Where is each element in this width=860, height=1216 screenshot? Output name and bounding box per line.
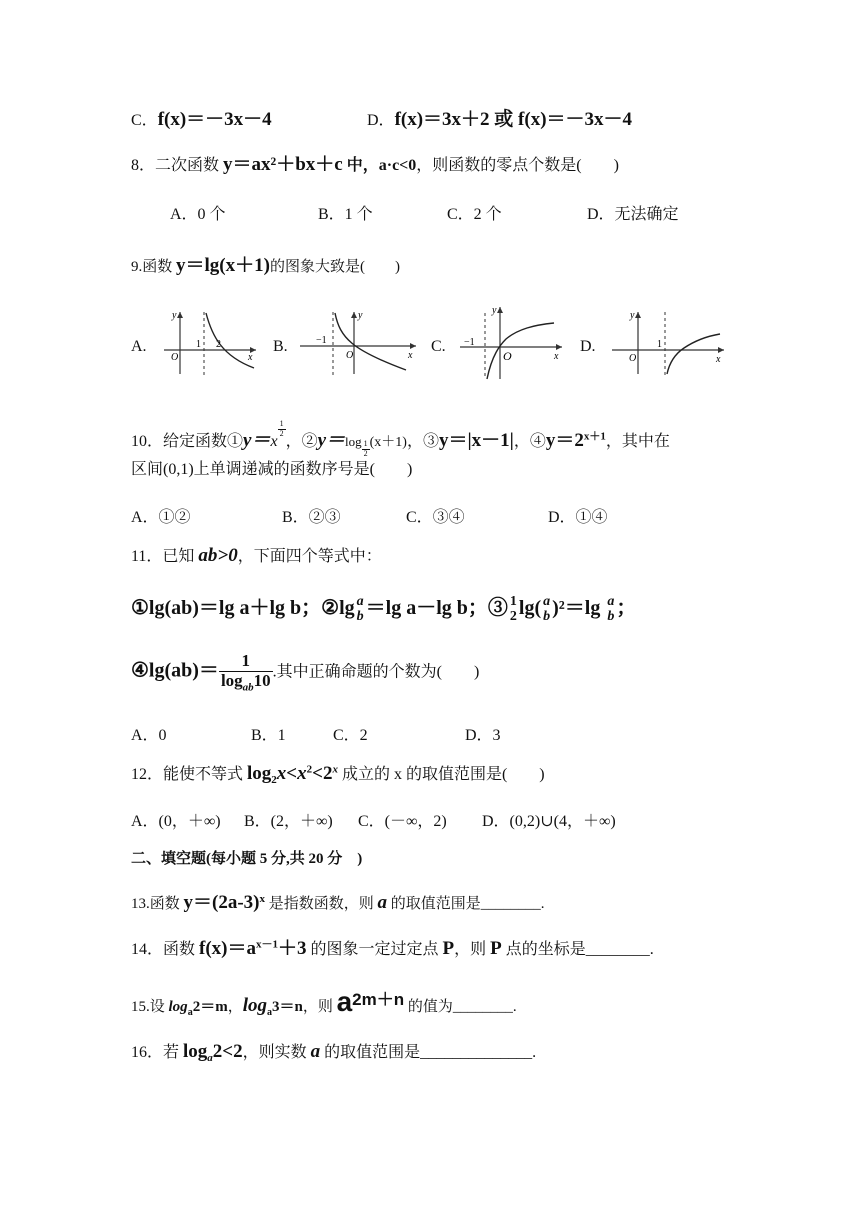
svg-text:−1: −1	[464, 337, 475, 348]
svg-text:O: O	[503, 349, 512, 363]
q11-option-d: D．3	[465, 727, 501, 744]
q9-stem: 9.函数 y＝lg(x＋1)的图象大致是( )	[131, 255, 400, 276]
q9-graph-c	[456, 303, 566, 381]
q8-option-c: C．2 个	[447, 206, 502, 223]
q10-option-b: B．②③	[282, 509, 341, 526]
q10-option-c: C．③④	[406, 509, 465, 526]
svg-text:x: x	[554, 351, 559, 362]
q7-option-c-formula: f(x)＝－3x－4	[157, 109, 272, 130]
q15-stem: 15.设 $\log_a2=m$，$\log_a3=n$，则 $a^{2m+n}$ 的值为________.	[131, 986, 517, 1018]
q8-option-b: B．1 个	[318, 206, 373, 223]
svg-text:x: x	[716, 354, 721, 365]
svg-text:O: O	[346, 350, 354, 361]
q11-equations-line: ①lg(ab)＝lg a＋lg b；②lg a b ＝lg a－lg b；③ 1 2 lg( a b )²＝lg a b ；	[131, 594, 637, 625]
section-2-title: 二、填空题(每小题 5 分,共 20 分 )	[131, 851, 363, 867]
q9-option-c-label: C.	[431, 338, 446, 355]
q14-stem: 14．函数 $f(x)=a^{x-1}+3$ 的图象一定过定点 P，则 P 点的坐标是________.	[131, 938, 654, 959]
q13-stem: 13.函数 $y=(2a-3)^x$ 是指数函数，则 a 的取值范围是________.	[131, 892, 545, 913]
q11-option-c: C．2	[333, 727, 368, 744]
svg-text:1: 1	[657, 339, 662, 350]
curve	[335, 313, 406, 370]
q8-option-d: D．无法确定	[587, 206, 679, 223]
q10-stem-line2: 区间(0,1)上单调递减的函数序号是( )	[131, 461, 413, 478]
q7-option-d-formula: f(x)＝3x＋2 或 f(x)＝－3x－4	[394, 109, 633, 130]
q16-stem: 16．若 $\log_a2<2$，则实数 a 的取值范围是______________.	[131, 1041, 537, 1065]
q12-option-d: D．(0,2)∪(4，＋∞)	[482, 813, 616, 830]
q9-graph-a	[160, 308, 260, 378]
q8-option-a: A．0 个	[170, 206, 226, 223]
q7-option-c: C．f(x)＝－3x－4	[131, 109, 272, 130]
q11-option-a: A．0	[131, 727, 167, 744]
q12-option-a: A．(0，＋∞)	[131, 813, 221, 830]
q9-option-a-label: A.	[131, 338, 147, 355]
q9-option-b-label: B.	[273, 338, 288, 355]
q12-option-b: B．(2，＋∞)	[244, 813, 333, 830]
svg-text:y: y	[492, 305, 497, 316]
curve	[206, 313, 254, 368]
q12-option-c: C．(－∞，2)	[358, 813, 447, 830]
q9-option-d-label: D.	[580, 338, 596, 355]
curve	[487, 323, 554, 379]
svg-text:O: O	[629, 353, 637, 364]
q11-equation-4: ④lg(ab)＝ $\frac{1}{\log_{ab}10}$ .其中正确命题的个数为( )	[131, 651, 480, 694]
svg-text:y: y	[630, 310, 635, 321]
q11-stem: 11．已知 ab>0，下面四个等式中：	[131, 545, 382, 566]
q9-graph-b	[296, 308, 420, 378]
q10-stem-line1: 10．给定函数①y＝x $\frac{1}{2}$ ，②y＝log $\frac{1}{2}$ (x＋1)，③y＝|x－1|，$④y=2^{x+1}$，其中在	[131, 419, 670, 458]
q9-graph-d	[608, 308, 728, 378]
svg-text:2: 2	[216, 339, 221, 350]
svg-text:x: x	[248, 352, 253, 363]
svg-text:x: x	[408, 350, 413, 361]
q10-f1-exponent: $\frac{1}{2}$	[279, 419, 284, 438]
q10-option-d: D．①④	[548, 509, 608, 526]
q8-stem: 8．二次函数 y＝ax²＋bx＋c 中，a·c<0，则函数的零点个数是( )	[131, 154, 619, 175]
q10-f2-base: $\frac{1}{2}$	[363, 439, 368, 458]
svg-text:O: O	[171, 352, 179, 363]
svg-text:y: y	[172, 310, 177, 321]
svg-text:y: y	[358, 310, 363, 321]
svg-text:1: 1	[196, 339, 201, 350]
svg-text:−1: −1	[316, 335, 327, 346]
q12-stem: 12．能使不等式 $\log_2x<x^2<2^x$ 成立的 x 的取值范围是( )	[131, 763, 545, 787]
q7-option-d: D．f(x)＝3x＋2 或 f(x)＝－3x－4	[367, 109, 633, 130]
curve	[667, 334, 720, 374]
q10-option-a: A．①②	[131, 509, 191, 526]
q11-option-b: B．1	[251, 727, 286, 744]
